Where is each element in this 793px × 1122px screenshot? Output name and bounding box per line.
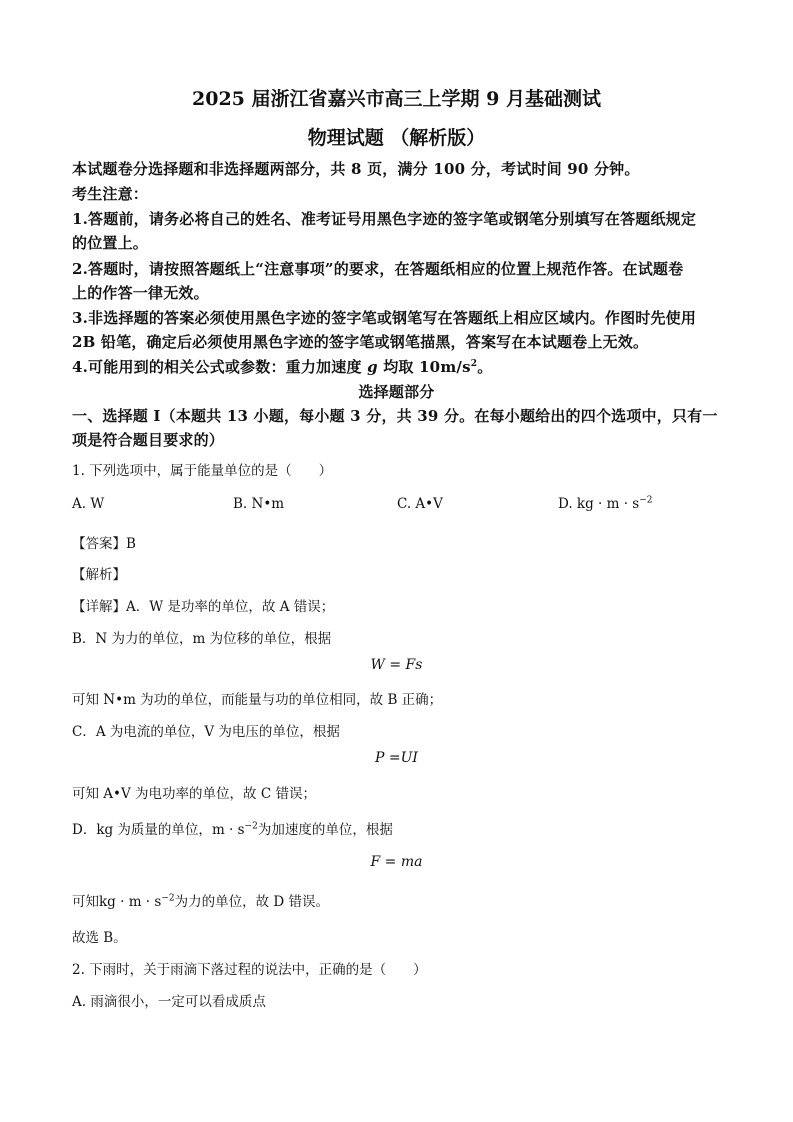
notice-heading: 考生注意： [72,185,149,203]
notice-item-3-line-1: 3.非选择题的答案必须使用黑色字迹的签字笔或钢笔写在答题纸上相应区域内。作图时先使用 [72,309,697,327]
question-2-option-a: A. 雨滴很小，一定可以看成质点 [72,994,266,1010]
conclusion-b: 可知 N•m 为功的单位，而能量与功的单位相同，故 B 正确； [72,692,443,708]
unit-exponent: 2 [470,359,478,369]
detail-d-suffix: 为加速度的单位，根据 [257,822,393,838]
analysis-label: 【解析】 [72,567,126,583]
conclusion-d-exponent: −2 [161,893,175,904]
answer-label: 【答案】B [72,536,136,552]
part-1-heading-line-1: 一、选择题 I（本题共 13 小题，每小题 3 分，共 39 分。在每小题给出的四个选项中，只有一 [72,407,718,425]
notice-item-1-line-1: 1.答题前，请务必将自己的姓名、准考证号用黑色字迹的签字笔或钢笔分别填写在答题纸规定 [72,210,697,228]
formula-force: F = ma [370,854,423,870]
detail-d [72,818,393,838]
notice-intro: 本试题卷分选择题和非选择题两部分，共 8 页，满分 100 分，考试时间 90 分钟。 [72,160,640,178]
gravity-symbol: g [367,358,378,376]
notice-item-2-line-1: 2.答题时，请按照答题纸上“注意事项”的要求，在答题纸相应的位置上规范作答。在试题卷 [72,260,684,278]
notice-item-4 [72,356,492,377]
formula-work: W = Fs [370,657,423,673]
question-1-stem: 1. 下列选项中，属于能量单位的是（ ） [72,463,333,479]
notice-item-3-line-2: 2B 铅笔，确定后必须使用黑色字迹的签字笔或钢笔描黑，答案写在本试题卷上无效。 [72,333,649,351]
conclusion-c: 可知 A•V 为电功率的单位，故 C 错误； [72,786,316,802]
notice-item-4-prefix: 4.可能用到的相关公式或参数：重力加速度 [72,358,368,376]
notice-item-4-end: 。 [477,358,493,376]
option-d-exponent: −2 [639,495,653,506]
detail-b: B．N 为力的单位，m 为位移的单位，根据 [72,631,332,647]
notice-item-4-value: 均取 10m/s [377,358,471,376]
question-1-option-d [558,496,653,512]
detail-c: C．A 为电流的单位，V 为电压的单位，根据 [72,724,340,740]
detail-d-prefix: D．kg 为质量的单位， [72,822,212,838]
option-d-unit: D. kg · m · s [558,496,640,512]
conclusion-d-prefix: 可知 [72,894,99,910]
question-2-stem: 2. 下雨时，关于雨滴下落过程的说法中，正确的是（ ） [72,962,427,978]
detail-d-unit: m · s [211,822,245,838]
notice-item-1-line-2: 的位置上。 [72,234,149,252]
conclusion-d [72,890,329,910]
question-1-option-a: A. W [72,496,105,512]
detail-d-exponent: −2 [244,821,258,832]
final-choice: 故选 B。 [72,930,127,946]
conclusion-d-suffix: 为力的单位，故 D 错误。 [174,894,329,910]
question-1-option-b: B. N•m [233,496,285,512]
notice-item-2-line-2: 上的作答一律无效。 [72,284,209,302]
conclusion-d-unit: kg · m · s [99,894,162,910]
formula-power: P =UI [375,750,418,766]
document-title: 2025 届浙江省嘉兴市高三上学期 9 月基础测试 [192,88,601,110]
question-1-option-c: C. A•V [397,496,443,512]
part-1-heading-line-2: 项是符合题目要求的） [72,431,225,449]
detail-a: 【详解】A．W 是功率的单位，故 A 错误； [72,599,335,615]
section-heading: 选择题部分 [358,383,435,401]
document-subtitle: 物理试题 （解析版） [307,127,486,149]
